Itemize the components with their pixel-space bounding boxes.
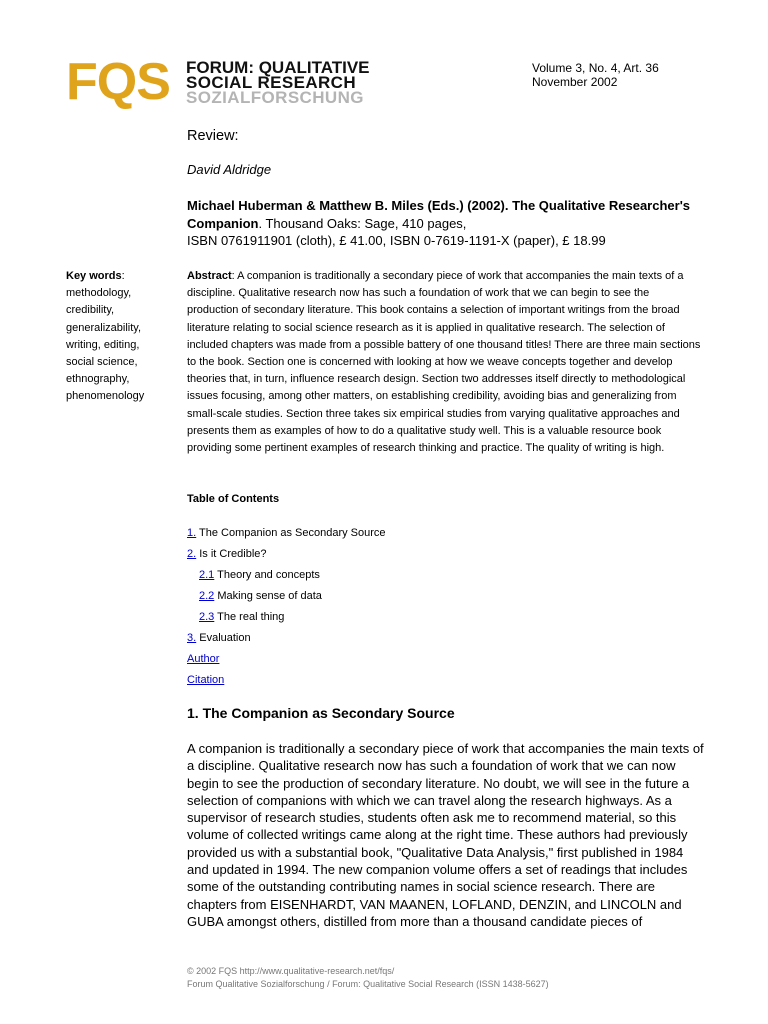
toc-title: Table of Contents bbox=[187, 493, 280, 505]
logo-line-social-research: SOCIAL RESEARCH bbox=[186, 73, 357, 92]
logo-line-sozialforschung: SOZIALFORSCHUNG bbox=[186, 88, 364, 107]
reviewer-name: David Aldridge bbox=[187, 162, 272, 177]
toc-entry-text: The real thing bbox=[214, 611, 285, 623]
footer-journal: Forum Qualitative Sozialforschung / Forum: Qualitative Social Research (ISSN 1438-5627) bbox=[187, 978, 549, 989]
abstract-label: Abstract bbox=[187, 270, 232, 282]
keywords-heading: Key words: bbox=[66, 270, 125, 282]
toc-entry-text: Is it Credible? bbox=[196, 548, 267, 560]
keyword-item: methodology, bbox=[66, 287, 132, 300]
toc-entry bbox=[187, 653, 219, 665]
keywords-sidebar bbox=[66, 268, 176, 406]
section-body-text: A companion is traditionally a secondary piece of work that accompanies the main texts of a discipline. Qualitative research now has such a foundation of work that we can now begin to see the production of secondary literature. No doubt, we will see in the future a selection of companions with which we can travel along the research highways. As a supervisor of research studies, students often ask me to recommend material, so this volume of collected writings came along at the right time. These authors had previously provided us with a substantial book, "Qualitative Data Analysis," first published in 1984 and updated in 1994. The new companion volume offers a set of readings that includes some of the outstanding contributing names in social science research. There are chapters from EISENHARDT, VAN MAANEN, LOFLAND, DENZIN, and LINCOLN and GUBA amongst others, distilled from more than a thousand candidate pieces of bbox=[187, 741, 704, 929]
toc-link-2-2[interactable]: 2.2 bbox=[199, 590, 215, 602]
toc-link-2-1[interactable]: 2.1 bbox=[199, 569, 215, 581]
toc-link-2-3[interactable]: 2.3 bbox=[199, 611, 215, 623]
toc-entry bbox=[187, 674, 224, 686]
page-footer bbox=[187, 965, 549, 990]
toc-entry bbox=[187, 632, 251, 644]
toc-link-1[interactable]: 1. bbox=[187, 527, 197, 539]
keyword-item: phenomenology bbox=[66, 390, 145, 403]
keyword-item: ethnography, bbox=[66, 373, 130, 386]
toc-entry bbox=[199, 569, 320, 581]
citation-publisher: . Thousand Oaks: Sage, 410 pages, bbox=[258, 215, 467, 231]
toc-entry-text: Theory and concepts bbox=[214, 569, 320, 581]
issue-info bbox=[532, 61, 659, 89]
abstract-text: : A companion is traditionally a secondary piece of work that accompanies the main texts of a discipline. Qualitative research now has such a foundation of work that we can begin to see the production of secondary literature. This book contains a selection of important writings from the broad literature relating to social science research as it is applied in qualitative research. The selection of included chapters was made from a possible battery of one thousand titles! There are three main sections to the book. Section one is concerned with looking at how we weave concepts together and develop theories that, in turn, influence research design. Section two addresses itself directly to methodological issues focusing, among other matters, on establishing credibility, avoiding bias and generalizing from small-scale studies. Section three takes six empirical studies from varying qualitative approaches and presents them as examples of how to do a qualitative study well. This is a valuable resource book providing some pertinent examples of research thinking and practice. The quality of writing is high. bbox=[187, 270, 701, 455]
citation-title: Michael Huberman & Matthew B. Miles (Eds.) (2002). The Qualitative Researcher's Companion bbox=[187, 198, 691, 231]
keyword-item: social science, bbox=[66, 356, 138, 369]
section-heading: 1. The Companion as Secondary Source bbox=[187, 705, 455, 721]
footer-copyright: © 2002 FQS http://www.qualitative-research.net/fqs/ bbox=[187, 966, 395, 976]
keyword-item: credibility, bbox=[66, 304, 115, 317]
toc-link-2[interactable]: 2. bbox=[187, 548, 197, 560]
issue-date: November 2002 bbox=[532, 75, 618, 89]
toc-entry bbox=[187, 527, 386, 539]
toc-entry bbox=[187, 548, 267, 560]
toc-entry bbox=[199, 590, 322, 602]
book-citation bbox=[187, 197, 707, 250]
toc-entry-text: The Companion as Secondary Source bbox=[196, 527, 386, 539]
citation-isbn: ISBN 0761911901 (cloth), £ 41.00, ISBN 0-7619-1191-X (paper), £ 18.99 bbox=[187, 233, 606, 248]
toc-entry bbox=[199, 611, 284, 623]
toc-entry-text: Evaluation bbox=[196, 632, 251, 644]
toc-link-author[interactable]: Author bbox=[187, 653, 220, 665]
keywords-label: Key words bbox=[66, 270, 122, 282]
logo-mark: FQS bbox=[66, 53, 170, 111]
keyword-item: generalizability, bbox=[66, 321, 142, 334]
toc-link-citation[interactable]: Citation bbox=[187, 674, 225, 686]
keyword-item: writing, editing, bbox=[66, 338, 140, 351]
logo-line-forum: FORUM: QUALITATIVE bbox=[186, 58, 370, 77]
volume-label: Volume 3, No. 4, Art. 36 bbox=[532, 61, 659, 75]
toc-link-3[interactable]: 3. bbox=[187, 632, 197, 644]
review-label: Review: bbox=[187, 128, 239, 144]
toc-entry-text: Making sense of data bbox=[214, 590, 322, 602]
abstract-paragraph bbox=[187, 268, 703, 457]
